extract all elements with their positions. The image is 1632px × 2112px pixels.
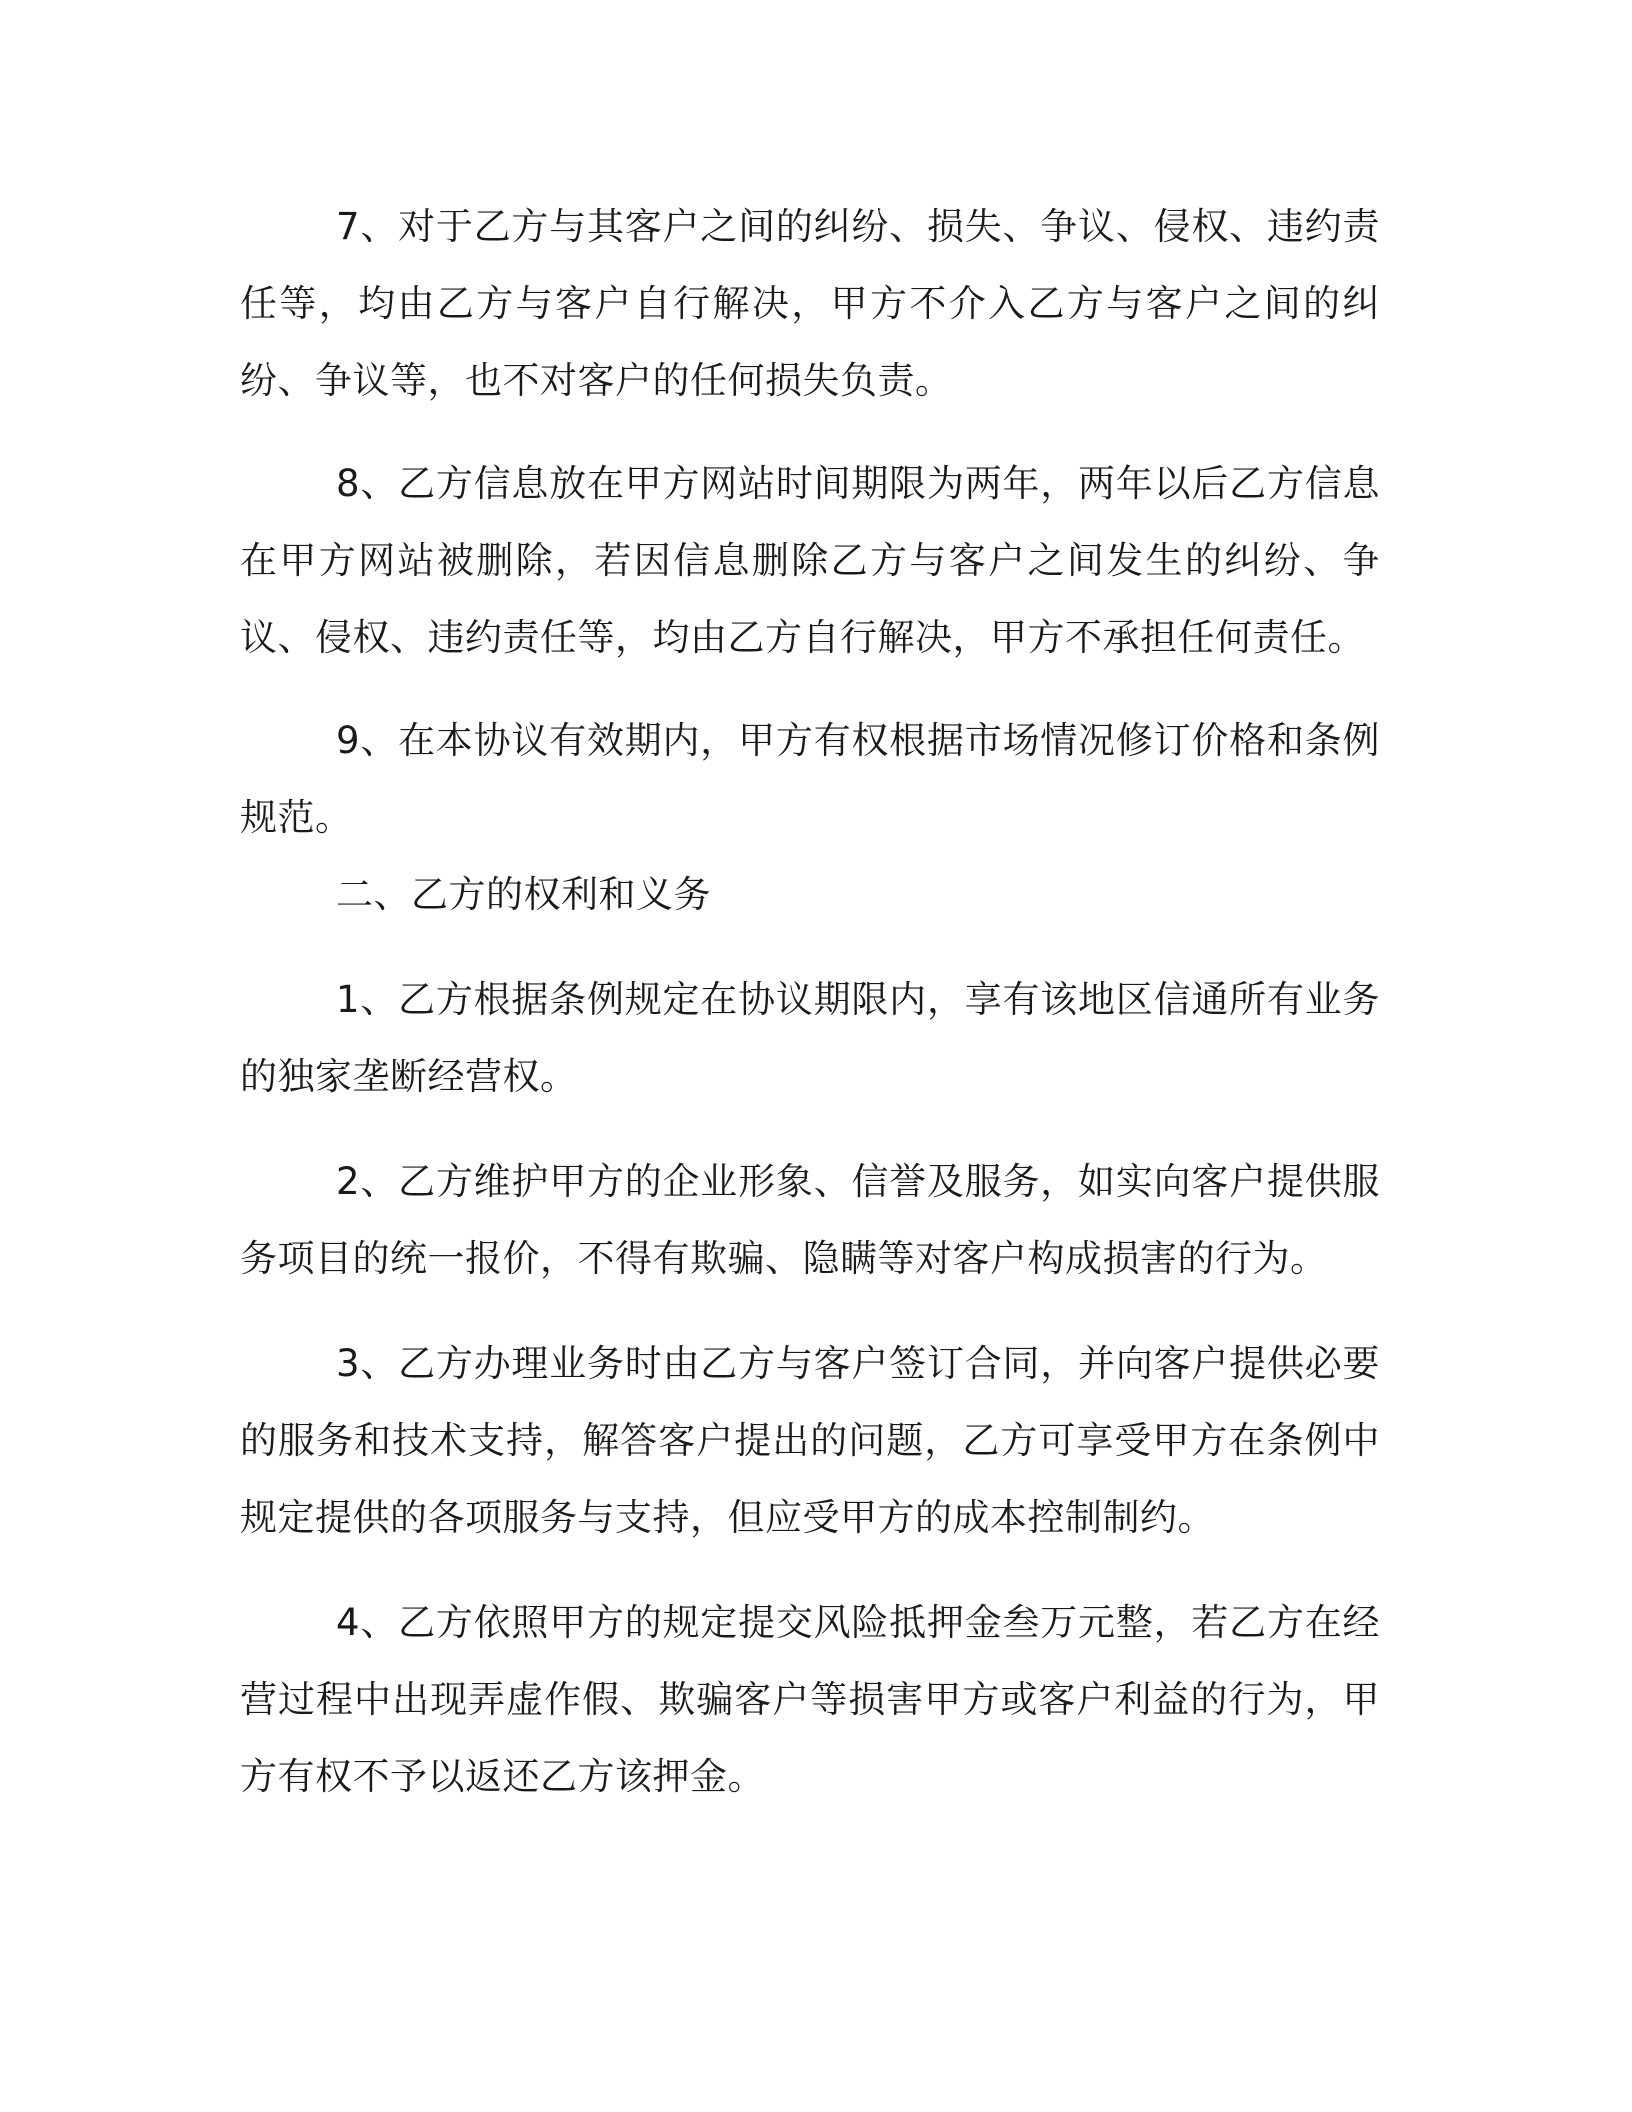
clause-7: 7、对于乙方与其客户之间的纠纷、损失、争议、侵权、违约责任等，均由乙方与客户自行解决，甲方不介入乙方与客户之间的纠纷、争议等，也不对客户的任何损失负责。 — [240, 205, 1380, 402]
clause-b4: 4、乙方依照甲方的规定提交风险抵押金叁万元整，若乙方在经营过程中出现弄虚作假、欺骗客户等损害甲方或客户利益的行为，甲方有权不予以返还乙方该押金。 — [240, 1601, 1380, 1798]
section-heading-party-b-rights: 二、乙方的权利和义务 — [336, 873, 711, 916]
clause-b1: 1、乙方根据条例规定在协议期限内，享有该地区信通所有业务的独家垄断经营权。 — [240, 978, 1380, 1098]
clause-b3: 3、乙方办理业务时由乙方与客户签订合同，并向客户提供必要的服务和技术支持，解答客户提出的问题，乙方可享受甲方在条例中规定提供的各项服务与支持，但应受甲方的成本控制制约。 — [240, 1342, 1380, 1539]
clause-b2: 2、乙方维护甲方的企业形象、信誉及服务，如实向客户提供服务项目的统一报价，不得有欺骗、隐瞒等对客户构成损害的行为。 — [240, 1160, 1380, 1280]
clause-9: 9、在本协议有效期内，甲方有权根据市场情况修订价格和条例规范。 — [240, 719, 1380, 839]
document-body — [240, 188, 1380, 1815]
clause-8: 8、乙方信息放在甲方网站时间期限为两年，两年以后乙方信息在甲方网站被删除，若因信息删除乙方与客户之间发生的纠纷、争议、侵权、违约责任等，均由乙方自行解决，甲方不承担任何责任。 — [240, 462, 1380, 659]
